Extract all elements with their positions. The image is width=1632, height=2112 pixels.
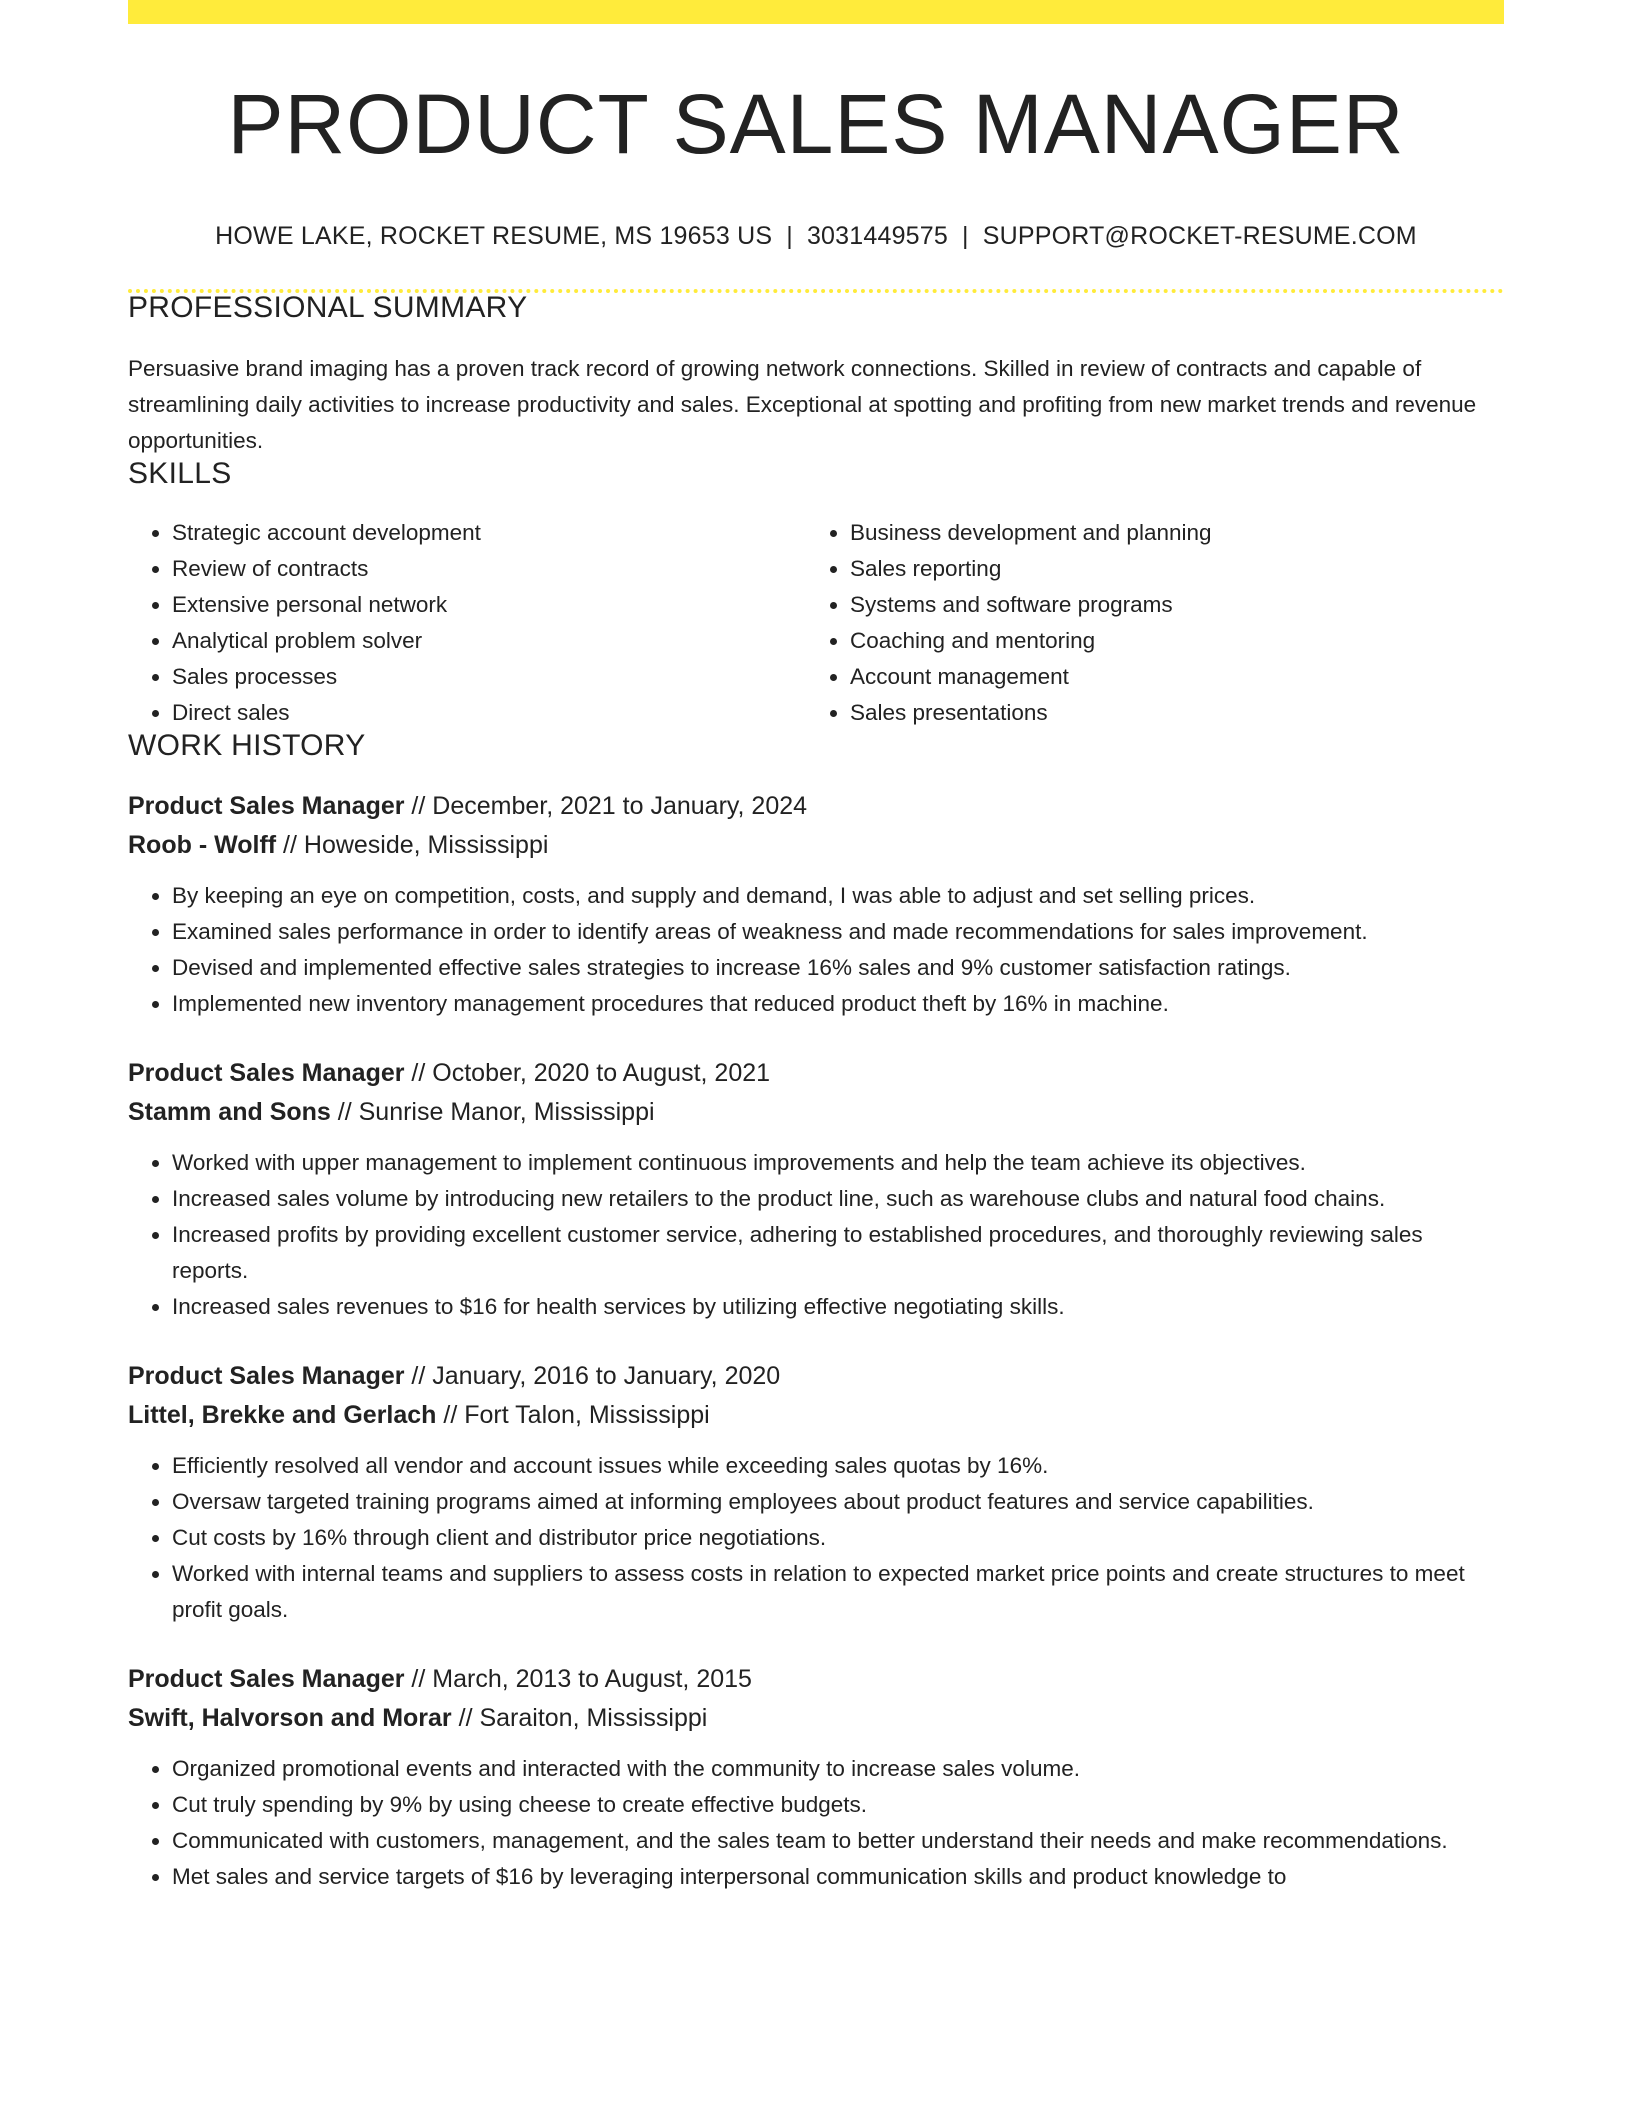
job-location: // Saraiton, Mississippi: [451, 1704, 708, 1732]
skills-column-right: [806, 515, 1504, 731]
skills-section-title: SKILLS: [128, 457, 232, 490]
job-bullets: [128, 878, 1504, 1022]
skill-item: • Strategic account development: [172, 515, 806, 551]
job-company-line: [128, 826, 1504, 865]
job-company: Stamm and Sons: [128, 1098, 331, 1126]
job-dates: // October, 2020 to August, 2021: [404, 1059, 771, 1087]
job-location: // Fort Talon, Mississippi: [436, 1401, 710, 1429]
job-bullet: • Communicated with customers, management, and the sales team to better understand their needs and make recommendations.: [172, 1823, 1504, 1859]
summary-section-title: PROFESSIONAL SUMMARY: [128, 291, 528, 324]
accent-top-bar: [128, 0, 1504, 24]
job-role: Product Sales Manager: [128, 1362, 405, 1390]
job-bullet: • Cut truly spending by 9% by using cheese to create effective budgets.: [172, 1787, 1504, 1823]
contact-line: [128, 224, 1504, 249]
skill-item: • Extensive personal network: [172, 587, 806, 623]
job-entry: [128, 1357, 1504, 1628]
skills-column-left: [128, 515, 806, 731]
skill-item: • Sales presentations: [850, 695, 1504, 731]
job-role-line: [128, 1054, 1504, 1093]
job-company: Swift, Halvorson and Morar: [128, 1704, 452, 1732]
job-entry: [128, 1660, 1504, 1895]
job-bullet: • Increased profits by providing excellent customer service, adhering to established procedures, and thoroughly reviewing sales reports.: [172, 1217, 1504, 1289]
contact-phone: 3031449575: [806, 222, 948, 250]
job-bullet: • Implemented new inventory management procedures that reduced product theft by 16% in machine.: [172, 986, 1504, 1022]
job-role: Product Sales Manager: [128, 1059, 405, 1087]
job-role-line: [128, 787, 1504, 826]
skill-item: • Account management: [850, 659, 1504, 695]
resume-name-heading: PRODUCT SALES MANAGER: [227, 77, 1405, 171]
job-dates: // January, 2016 to January, 2020: [404, 1362, 781, 1390]
job-dates: // December, 2021 to January, 2024: [404, 792, 808, 820]
contact-separator: |: [962, 222, 969, 250]
skill-item: • Review of contracts: [172, 551, 806, 587]
job-entry: [128, 1054, 1504, 1325]
skills-list: [128, 515, 1504, 731]
resume-page: [128, 0, 1504, 1895]
job-role: Product Sales Manager: [128, 792, 405, 820]
job-company: Littel, Brekke and Gerlach: [128, 1401, 437, 1429]
skill-item: • Sales processes: [172, 659, 806, 695]
job-role: Product Sales Manager: [128, 1665, 405, 1693]
job-company-line: [128, 1699, 1504, 1738]
job-bullets: [128, 1751, 1504, 1895]
skill-item: • Coaching and mentoring: [850, 623, 1504, 659]
work-history-section-title: WORK HISTORY: [128, 729, 366, 762]
contact-address: HOWE LAKE, ROCKET RESUME, MS 19653 US: [215, 222, 773, 250]
job-company-line: [128, 1396, 1504, 1435]
job-role-line: [128, 1357, 1504, 1396]
job-bullets: [128, 1145, 1504, 1325]
skill-item: • Systems and software programs: [850, 587, 1504, 623]
job-bullet: • Worked with upper management to implement continuous improvements and help the team achieve its objectives.: [172, 1145, 1504, 1181]
skill-item: • Sales reporting: [850, 551, 1504, 587]
contact-email: SUPPORT@ROCKET-RESUME.COM: [982, 222, 1417, 250]
job-bullet: • By keeping an eye on competition, costs, and supply and demand, I was able to adjust and set selling prices.: [172, 878, 1504, 914]
job-dates: // March, 2013 to August, 2015: [404, 1665, 752, 1693]
job-location: // Howeside, Mississippi: [276, 831, 549, 859]
job-location: // Sunrise Manor, Mississippi: [330, 1098, 655, 1126]
job-bullet: • Increased sales revenues to $16 for health services by utilizing effective negotiating skills.: [172, 1289, 1504, 1325]
job-bullet: • Organized promotional events and interacted with the community to increase sales volume.: [172, 1751, 1504, 1787]
job-bullet: • Efficiently resolved all vendor and account issues while exceeding sales quotas by 16%.: [172, 1448, 1504, 1484]
job-bullets: [128, 1448, 1504, 1628]
skill-item: • Direct sales: [172, 695, 806, 731]
job-bullet: • Worked with internal teams and suppliers to assess costs in relation to expected market price points and create structures to meet profit goals.: [172, 1556, 1504, 1628]
skill-item: • Business development and planning: [850, 515, 1504, 551]
job-bullet: • Devised and implemented effective sales strategies to increase 16% sales and 9% customer satisfaction ratings.: [172, 950, 1504, 986]
job-bullet: • Examined sales performance in order to identify areas of weakness and made recommendations for sales improvement.: [172, 914, 1504, 950]
job-bullet: • Increased sales volume by introducing new retailers to the product line, such as warehouse clubs and natural food chains.: [172, 1181, 1504, 1217]
skill-item: • Analytical problem solver: [172, 623, 806, 659]
summary-text: Persuasive brand imaging has a proven track record of growing network connections. Skilled in review of contracts and capable of streamlining daily activities to increase productivity and sales. Exceptional at spotting and profiting from new market trends and revenue opportunities.: [128, 356, 1477, 453]
job-bullet: • Cut costs by 16% through client and distributor price negotiations.: [172, 1520, 1504, 1556]
job-company: Roob - Wolff: [128, 831, 277, 859]
job-company-line: [128, 1093, 1504, 1132]
job-role-line: [128, 1660, 1504, 1699]
job-bullet: • Met sales and service targets of $16 by leveraging interpersonal communication skills and product knowledge to: [172, 1859, 1504, 1895]
job-entry: [128, 787, 1504, 1022]
contact-separator: |: [786, 222, 793, 250]
job-bullet: • Oversaw targeted training programs aimed at informing employees about product features and service capabilities.: [172, 1484, 1504, 1520]
